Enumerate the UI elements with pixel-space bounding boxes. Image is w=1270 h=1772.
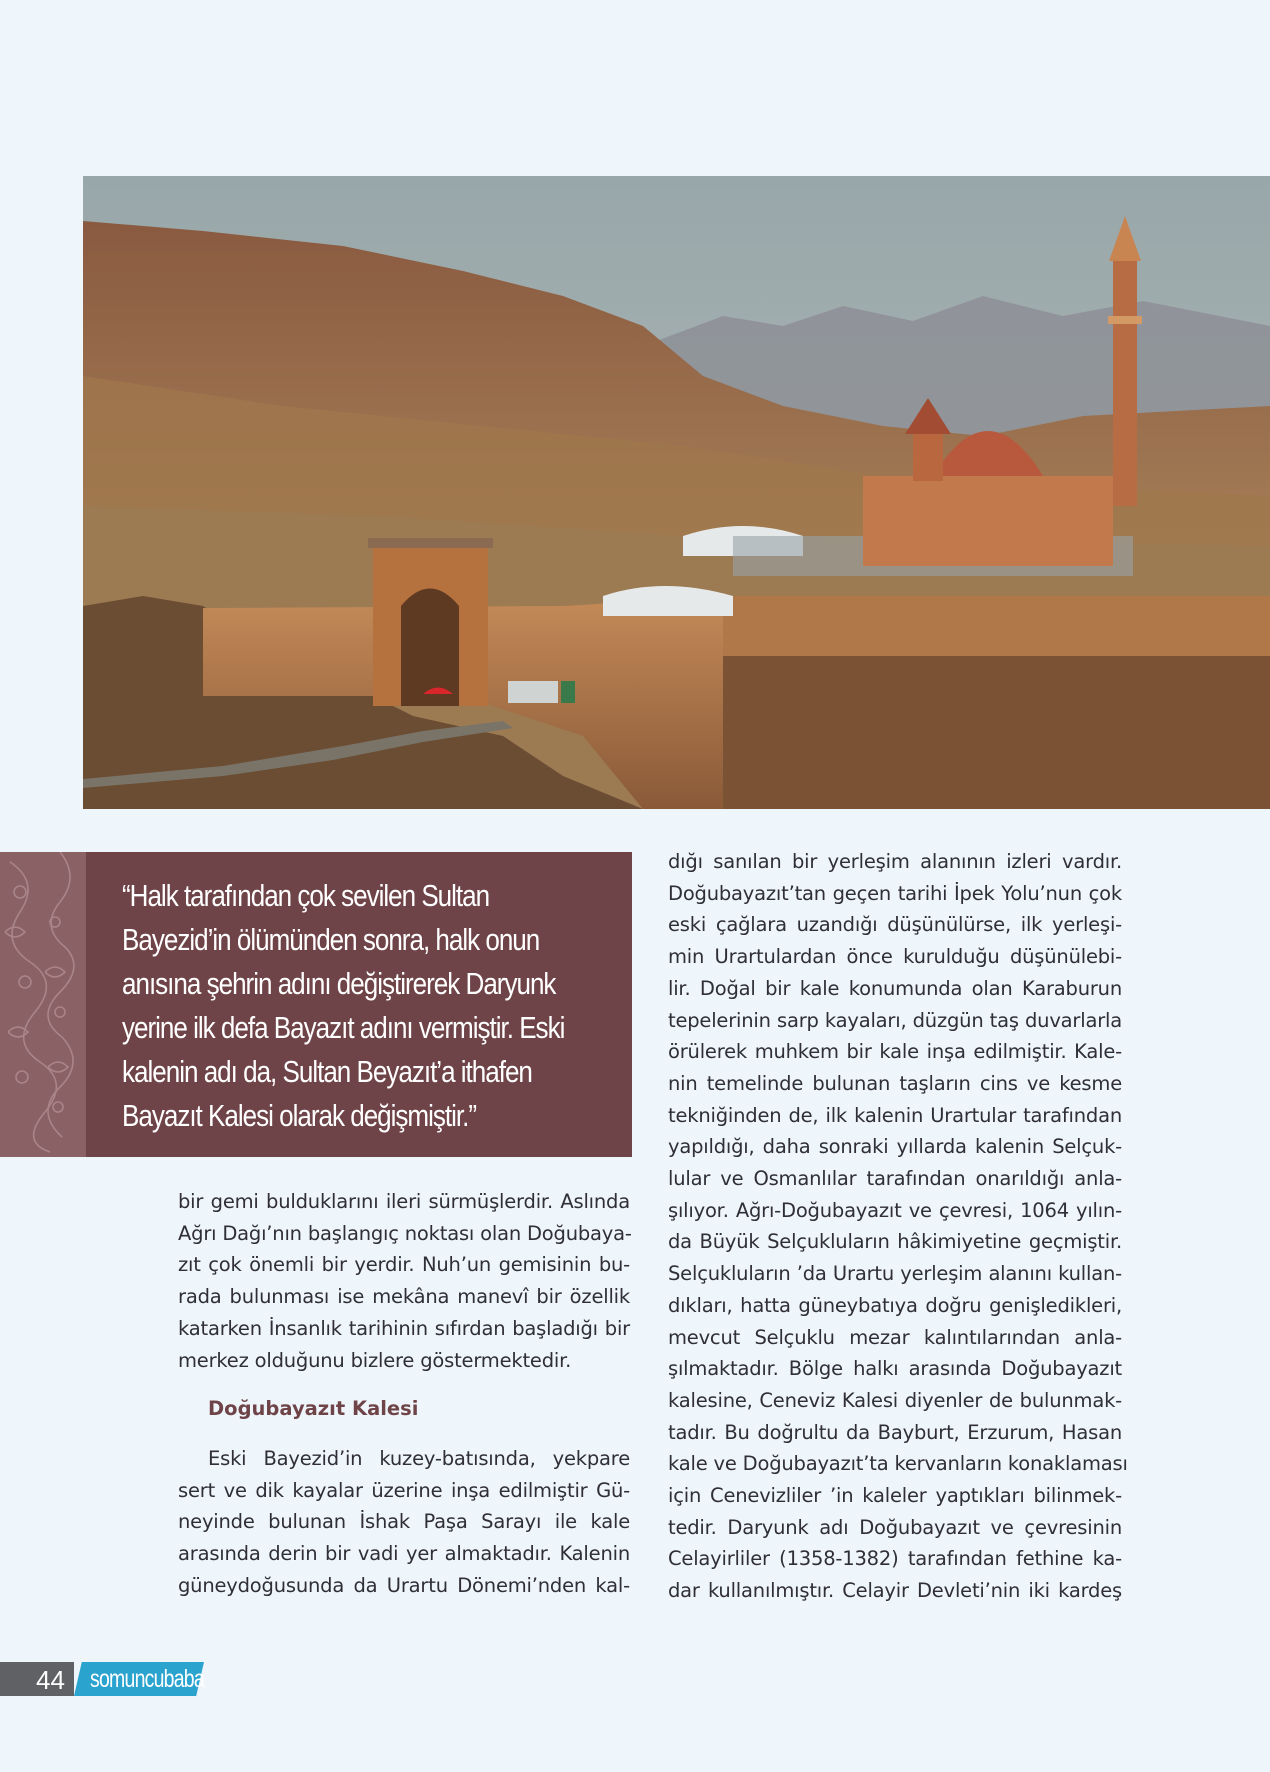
text-line: da Büyük Selçukluların hâkimiyetine geçmiştir.	[668, 1230, 1122, 1254]
text-line: mevcut Selçuklu mezar kalıntılarından anla-	[668, 1325, 1122, 1349]
text-line: Doğubayazıt’tan geçen tarihi İpek Yolu’nun çok	[668, 881, 1122, 905]
page-number: 44	[36, 1665, 65, 1695]
text-line: tadır. Bu doğrultu da Bayburt, Erzurum, Hasan	[668, 1420, 1122, 1444]
quote-line: kalenin adı da, Sultan Beyazıt’a ithafen	[122, 1054, 532, 1089]
text-line: bir gemi bulduklarını ileri sürmüşlerdir. Aslında	[178, 1190, 630, 1213]
quote-line: “Halk tarafından çok sevilen Sultan	[122, 878, 490, 913]
text-line: Selçukluların ’da Urartu yerleşim alanını kullan-	[668, 1262, 1122, 1286]
left-column-paragraph-1	[178, 1186, 630, 1376]
palace-illustration	[83, 176, 1270, 809]
text-line: tepelerinin sarp kayaları, düzgün taş duvarlarla	[668, 1008, 1122, 1032]
text-line: zıt çok önemli bir yerdir. Nuh’un gemisinin bu-	[178, 1253, 630, 1277]
text-line: Celayirliler (1358-1382) tarafından fethine ka-	[668, 1547, 1122, 1571]
text-line: Ağrı Dağı’nın başlangıç noktası olan Doğubaya-	[178, 1221, 632, 1245]
text-line: dar kullanılmıştır. Celayir Devleti’nin iki kardeş	[668, 1579, 1122, 1603]
text-line: nin temelinde bulunan taşların cins ve kesme	[668, 1071, 1122, 1095]
text-line: şılıyor. Ağrı-Doğubayazıt ve çevresi, 1064 yılın-	[668, 1198, 1122, 1222]
left-column-paragraph-2	[178, 1443, 630, 1602]
text-line: neyinde bulunan İshak Paşa Sarayı ile kale	[178, 1510, 630, 1534]
text-line: yapıldığı, daha sonraki yıllarda kalenin Selçuk-	[668, 1135, 1122, 1159]
text-line: dıkları, hatta güneybatıya doğru genişledikleri,	[668, 1293, 1122, 1317]
text-line: kalesine, Ceneviz Kalesi diyenler de bulunmak-	[668, 1388, 1122, 1412]
text-line: min Urartulardan önce kurulduğu düşünülebi-	[668, 945, 1122, 969]
text-line: katarken İnsanlık tarihinin sıfırdan başladığı bir	[178, 1316, 630, 1340]
pull-quote-text	[122, 874, 602, 1138]
brand-logo-text: somuncubaba	[90, 1665, 204, 1693]
text-line: için Cenevizliler ’in kaleler yaptıkları bilinmek-	[668, 1484, 1122, 1508]
quote-line: Bayezid’in ölümünden sonra, halk onun	[122, 922, 540, 957]
quote-line: yerine ilk defa Bayazıt adını vermiştir. Eski	[122, 1010, 565, 1045]
text-line: örülerek muhkem bir kale inşa edilmiştir. Kale-	[668, 1040, 1122, 1064]
text-line: rada bulunması ise mekâna manevî bir özellik	[178, 1285, 630, 1309]
floral-pattern	[0, 852, 86, 1157]
text-line: lular ve Osmanlılar tarafından onarıldığı anla-	[668, 1167, 1122, 1191]
text-line: lir. Doğal bir kale konumunda olan Karaburun	[668, 976, 1122, 1000]
quote-line: anısına şehrin adını değiştirerek Daryunk	[122, 966, 556, 1001]
pull-quote-box	[0, 852, 632, 1157]
section-subheading: Doğubayazıt Kalesi	[208, 1397, 419, 1420]
text-line: Eski Bayezid’in kuzey-batısında, yekpare	[208, 1447, 630, 1470]
text-line: kale ve Doğubayazıt’ta kervanların konaklaması	[668, 1452, 1128, 1476]
right-column	[668, 846, 1128, 1607]
quote-line: Bayazıt Kalesi olarak değişmiştir.”	[122, 1098, 477, 1133]
text-line: merkez olduğunu bizlere göstermektedir.	[178, 1348, 572, 1372]
floral-ornament-icon	[0, 852, 86, 1157]
text-line: arasında derin bir vadi yer almaktadır. Kalenin	[178, 1542, 630, 1566]
text-line: tekniğinden de, ilk kalenin Urartular tarafından	[668, 1103, 1122, 1127]
text-line: eski çağlara uzandığı düşünülürse, ilk yerleşi-	[668, 913, 1122, 937]
text-line: güneydoğusunda da Urartu Dönemi’nden kal-	[178, 1573, 630, 1597]
text-line: şılmaktadır. Bölge halkı arasında Doğubayazıt	[668, 1357, 1122, 1381]
text-line: tedir. Daryunk adı Doğubayazıt ve çevresinin	[668, 1515, 1122, 1539]
text-line: sert ve dik kayalar üzerine inşa edilmiştir Gü-	[178, 1478, 630, 1502]
text-line: dığı sanılan bir yerleşim alanının izleri vardır.	[668, 850, 1122, 873]
ishak-pasha-palace-photo	[83, 176, 1270, 809]
